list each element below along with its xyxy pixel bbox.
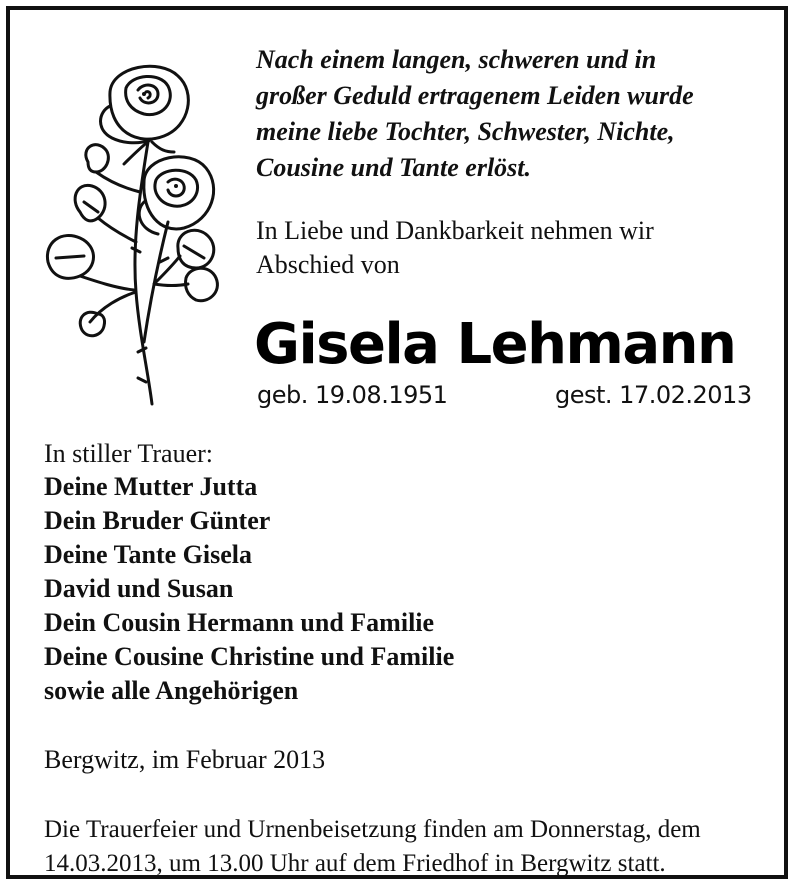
mourners-label: In stiller Trauer: bbox=[44, 439, 213, 468]
mourners-list bbox=[44, 470, 454, 708]
intro-line: Nach einem langen, schweren und in bbox=[256, 45, 657, 74]
place-date: Bergwitz, im Februar 2013 bbox=[44, 745, 326, 774]
farewell-line: Abschied von bbox=[256, 250, 400, 279]
intro-line: großer Geduld ertragenem Leiden wurde bbox=[256, 81, 694, 110]
mourner-entry: sowie alle Angehörigen bbox=[44, 676, 299, 705]
birth-date: geb. 19.08.1951 bbox=[257, 381, 448, 409]
intro-line: meine liebe Tochter, Schwester, Nichte, bbox=[256, 117, 675, 146]
deceased-name: Gisela Lehmann bbox=[254, 312, 736, 377]
funeral-notice bbox=[44, 813, 794, 881]
obituary-frame bbox=[6, 6, 788, 879]
intro-text bbox=[256, 42, 796, 186]
funeral-line: Die Trauerfeier und Urnenbeisetzung finden am Donnerstag, dem bbox=[44, 816, 701, 843]
farewell-text bbox=[256, 214, 796, 282]
mourner-entry: Deine Tante Gisela bbox=[44, 540, 253, 569]
intro-line: Cousine und Tante erlöst. bbox=[256, 153, 532, 182]
death-date: gest. 17.02.2013 bbox=[555, 381, 752, 409]
mourner-entry: David und Susan bbox=[44, 574, 234, 603]
mourner-entry: Deine Mutter Jutta bbox=[44, 472, 258, 501]
mourner-entry: Deine Cousine Christine und Familie bbox=[44, 642, 455, 671]
rose-illustration-icon bbox=[40, 52, 240, 412]
funeral-line: 14.03.2013, um 13.00 Uhr auf dem Friedhof in Bergwitz statt. bbox=[44, 850, 666, 877]
mourner-entry: Dein Cousin Hermann und Familie bbox=[44, 608, 435, 637]
farewell-line: In Liebe und Dankbarkeit nehmen wir bbox=[256, 216, 654, 245]
mourner-entry: Dein Bruder Günter bbox=[44, 506, 271, 535]
